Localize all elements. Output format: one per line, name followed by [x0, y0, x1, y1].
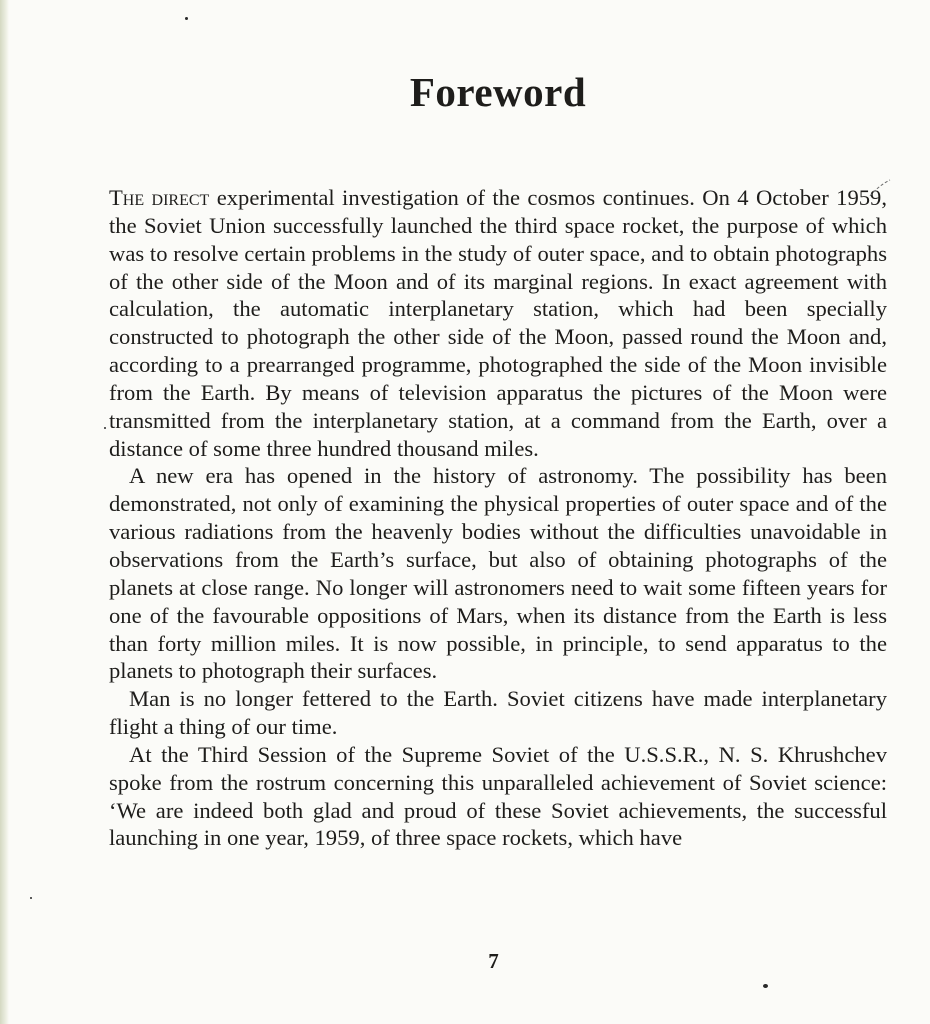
paragraph-3: Man is no longer fettered to the Earth. Soviet citizens have made interplanetary flight a thing of our time. [109, 686, 887, 740]
page-edge-shadow [0, 0, 9, 1024]
page-title: Foreword [409, 69, 587, 115]
paragraph-4: At the Third Session of the Supreme Soviet of the U.S.S.R., N. S. Khrushchev spoke from the rostrum concerning this unparalleled achievement of Soviet science: ‘We are indeed both glad and proud of these Soviet achievements, the successful launching in one year, 1959, of three space rockets, which have [109, 741, 887, 851]
pencil-mark [868, 174, 894, 200]
scan-speck [185, 17, 188, 20]
paragraph-1 [109, 184, 887, 462]
body-text [109, 184, 887, 852]
scan-speck [104, 427, 106, 429]
scan-speck [30, 897, 32, 899]
paragraph-2: A new era has opened in the history of astronomy. The possibility has been demonstrated, not only of examining the physical properties of outer space and of the various radiations from the heavenly bodies without the difficulties unavoidable in observations from the Earth’s surface, but also of obtaining photographs of the planets at close range. No longer will astronomers need to wait some fifteen years for one of the favourable oppositions of Mars, when its distance from the Earth is less than forty million miles. It is now possible, in principle, to send apparatus to the planets to photograph their surfaces. [109, 463, 887, 684]
page-number: 7 [488, 949, 499, 973]
lead-in-small-caps: The direct [109, 185, 210, 210]
scan-speck [763, 984, 768, 988]
pencil-stroke [870, 180, 890, 196]
paragraph-1-text: experimental investigation of the cosmos continues. On 4 October 1959, the Soviet Union successfully launched the third space rocket, the purpose of which was to resolve certain problems in the study of outer space, and to obtain photographs of the other side of the Moon and of its marginal regions. In exact agreement with calculation, the automatic interplanetary station, which had been specially constructed to photograph the other side of the Moon, passed round the Moon and, according to a prearranged programme, photographed the side of the Moon invisible from the Earth. By means of television apparatus the pictures of the Moon were transmitted from the interplanetary station, at a command from the Earth, over a distance of some three hundred thousand miles. [109, 185, 887, 461]
